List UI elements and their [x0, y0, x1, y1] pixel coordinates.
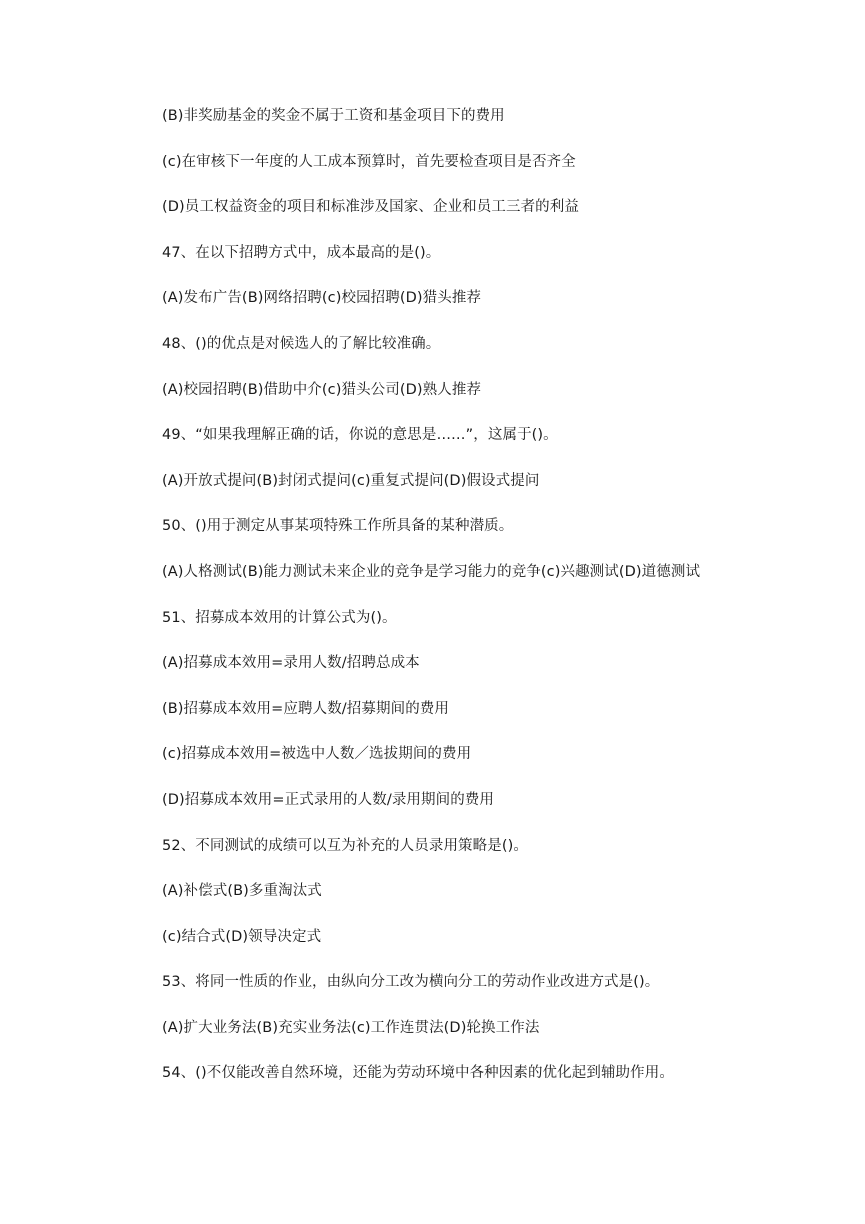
option-line: (D)员工权益资金的项目和标准涉及国家、企业和员工三者的利益 [162, 199, 579, 216]
option-line: (A)补偿式(B)多重淘汰式 [162, 883, 322, 900]
question-line: 53、将同一性质的作业，由纵向分工改为横向分工的劳动作业改进方式是()。 [162, 974, 660, 991]
option-line: (B)非奖励基金的奖金不属于工资和基金项目下的费用 [162, 108, 505, 124]
option-line: (D)招募成本效用=正式录用的人数/录用期间的费用 [162, 791, 495, 808]
option-line: (A)开放式提问(B)封闭式提问(c)重复式提问(D)假设式提问 [162, 472, 540, 489]
question-line: 52、不同测试的成绩可以互为补充的人员录用策略是()。 [162, 837, 528, 854]
option-line: (A)招募成本效用=录用人数/招聘总成本 [162, 655, 420, 672]
option-line: (c)招募成本效用=被选中人数／选拔期间的费用 [162, 746, 472, 763]
question-line: 47、在以下招聘方式中，成本最高的是()。 [162, 244, 441, 261]
option-line: (c)结合式(D)领导决定式 [162, 928, 322, 945]
question-line: 50、()用于测定从事某项特殊工作所具备的某种潜质。 [162, 518, 514, 535]
question-line: 54、()不仅能改善自然环境，还能为劳动环境中各种因素的优化起到辅助作用。 [162, 1065, 674, 1082]
question-line: 51、招募成本效用的计算公式为()。 [162, 609, 397, 626]
option-line: (A)校园招聘(B)借助中介(c)猎头公司(D)熟人推荐 [162, 381, 482, 398]
option-line: (A)人格测试(B)能力测试未来企业的竞争是学习能力的竞争(c)兴趣测试(D)道德测试 [162, 563, 701, 580]
question-line: 49、“如果我理解正确的话，你说的意思是……”，这属于()。 [162, 427, 558, 444]
question-line: 48、()的优点是对候选人的了解比较准确。 [162, 335, 441, 352]
option-line: (c)在审核下一年度的人工成本预算时，首先要检查项目是否齐全 [162, 153, 576, 170]
option-line: (A)发布广告(B)网络招聘(c)校园招聘(D)猎头推荐 [162, 290, 482, 307]
option-line: (A)扩大业务法(B)充实业务法(c)工作连贯法(D)轮换工作法 [162, 1019, 540, 1036]
text-body [162, 104, 842, 1107]
option-line: (B)招募成本效用=应聘人数/招募期间的费用 [162, 700, 449, 717]
